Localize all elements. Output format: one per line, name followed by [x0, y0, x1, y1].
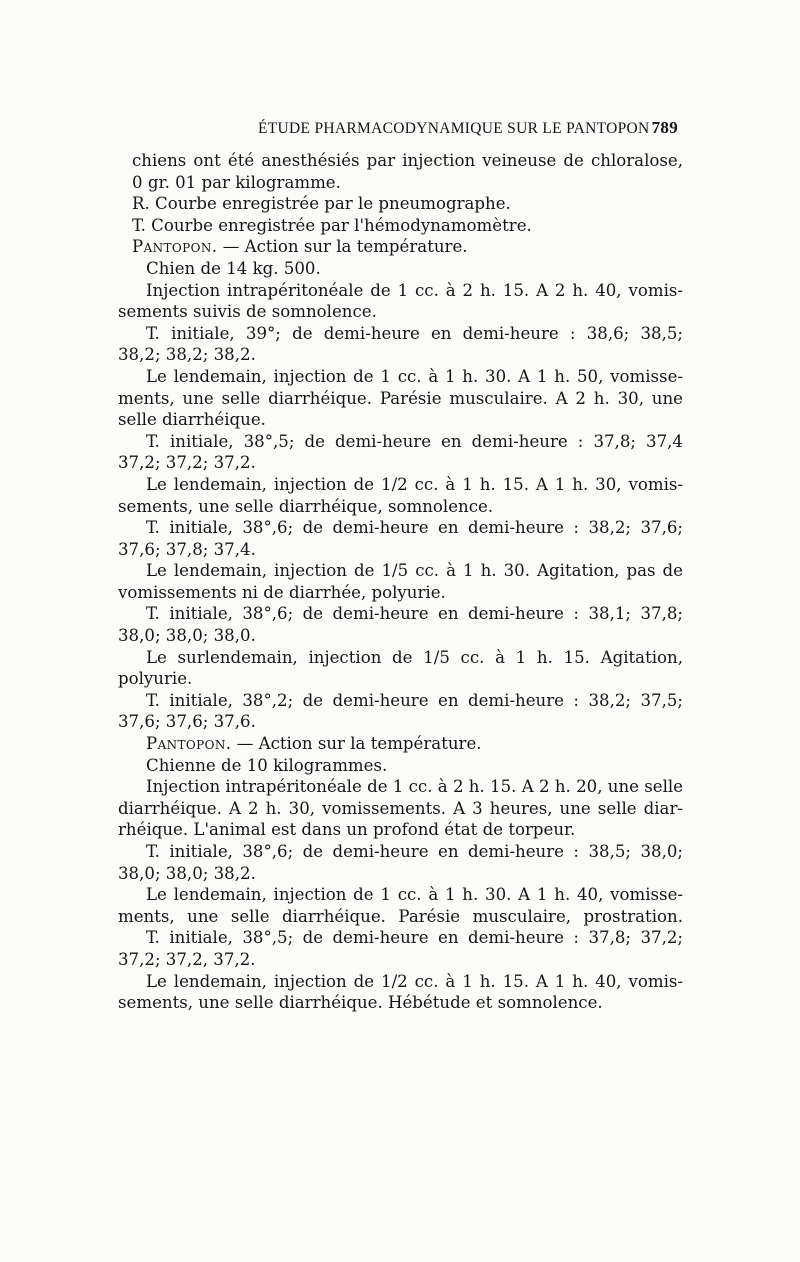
line-text: 38,0; 38,0; 38,0.: [118, 626, 256, 646]
line-text: vomissements ni de diarrhée, polyurie.: [118, 582, 446, 602]
text-line: [118, 992, 683, 1014]
line-text: rhéique. L'animal est dans un profond état de torpeur.: [118, 820, 576, 840]
line-text: — Action sur la température.: [217, 237, 468, 257]
text-line: [118, 150, 683, 172]
line-text: Le surlendemain, injection de 1/5 cc. à 1 h. 15. Agitation,: [146, 647, 683, 667]
text-line: [118, 258, 683, 280]
line-text: T. initiale, 38°,6; de demi-heure en demi-heure : 38,1; 37,8;: [146, 604, 683, 624]
page-header: [258, 118, 678, 142]
line-text: polyurie.: [118, 669, 193, 689]
line-text: T. initiale, 38°,6; de demi-heure en demi-heure : 38,2; 37,6;: [146, 518, 683, 538]
running-title: ÉTUDE PHARMACODYNAMIQUE SUR LE PANTOPON: [258, 120, 650, 137]
text-line: [118, 863, 683, 885]
line-text: sements, une selle diarrhéique, somnolence.: [118, 496, 494, 516]
line-text: — Action sur la température.: [231, 734, 482, 754]
text-line: [118, 971, 683, 993]
line-text: sements, une selle diarrhéique. Hébétude et somnolence.: [118, 993, 603, 1013]
line-text: ments, une selle diarrhéique. Parésie musculaire, prostration.: [118, 906, 683, 926]
text-line: [118, 668, 683, 690]
line-text: 37,2; 37,2; 37,2.: [118, 453, 256, 473]
line-text: Le lendemain, injection de 1/2 cc. à 1 h. 15. A 1 h. 30, vomis-: [146, 474, 683, 494]
text-line: [118, 323, 683, 345]
line-text: T. initiale, 39°; de demi-heure en demi-heure : 38,6; 38,5;: [146, 323, 683, 343]
line-text: T. Courbe enregistrée par l'hémodynamomètre.: [132, 215, 532, 235]
line-text: Injection intrapéritonéale de 1 cc. à 2 h. 15. A 2 h. 40, vomis-: [146, 280, 683, 300]
text-line: [118, 236, 683, 258]
line-text: sements suivis de somnolence.: [118, 302, 377, 322]
line-text: Le lendemain, injection de 1/2 cc. à 1 h. 15. A 1 h. 40, vomis-: [146, 971, 683, 991]
line-text: Le lendemain, injection de 1/5 cc. à 1 h. 30. Agitation, pas de: [146, 561, 683, 581]
text-line: [118, 344, 683, 366]
text-line: [118, 603, 683, 625]
text-line: [118, 647, 683, 669]
section-label: Pantopon.: [132, 237, 218, 257]
line-text: Le lendemain, injection de 1 cc. à 1 h. 30. A 1 h. 40, vomisse-: [146, 885, 683, 905]
line-text: T. initiale, 38°,6; de demi-heure en demi-heure : 38,5; 38,0;: [146, 842, 683, 861]
text-line: [118, 776, 683, 798]
text-line: [118, 215, 683, 237]
line-text: chiens ont été anesthésiés par injection veineuse de chloralose,: [132, 151, 683, 170]
line-text: T. initiale, 38°,2; de demi-heure en demi-heure : 38,2; 37,5;: [146, 690, 683, 710]
text-line: [118, 172, 683, 194]
text-line: [118, 301, 683, 323]
line-text: 0 gr. 01 par kilogramme.: [132, 172, 341, 192]
page-number: 789: [651, 118, 678, 137]
text-line: [118, 582, 683, 604]
text-line: [118, 431, 683, 453]
line-text: 37,6; 37,6; 37,6.: [118, 712, 256, 732]
text-line: [118, 366, 683, 388]
line-text: 37,6; 37,8; 37,4.: [118, 539, 256, 559]
line-text: Injection intrapéritonéale de 1 cc. à 2 h. 15. A 2 h. 20, une selle: [146, 777, 683, 797]
line-text: 38,2; 38,2; 38,2.: [118, 345, 256, 365]
text-line: [118, 733, 683, 755]
text-line: [118, 193, 683, 215]
text-line: [118, 625, 683, 647]
text-line: [118, 906, 683, 928]
text-line: [118, 711, 683, 733]
text-line: [118, 517, 683, 539]
text-line: [118, 690, 683, 712]
text-line: [118, 798, 683, 820]
line-text: R. Courbe enregistrée par le pneumographe.: [132, 194, 511, 214]
text-line: [118, 560, 683, 582]
section-label: Pantopon.: [146, 734, 232, 754]
text-line: [118, 884, 683, 906]
line-text: diarrhéique. A 2 h. 30, vomissements. A 3 heures, une selle diar-: [118, 798, 683, 818]
body-text: [118, 150, 683, 1014]
line-text: Chien de 14 kg. 500.: [146, 258, 321, 278]
text-line: [118, 949, 683, 971]
text-line: [118, 452, 683, 474]
text-line: [118, 819, 683, 841]
text-line: [118, 474, 683, 496]
line-text: Le lendemain, injection de 1 cc. à 1 h. 30. A 1 h. 50, vomisse-: [146, 366, 683, 386]
line-text: 37,2; 37,2, 37,2.: [118, 949, 256, 969]
line-text: selle diarrhéique.: [118, 410, 266, 430]
text-line: [118, 388, 683, 410]
line-text: T. initiale, 38°,5; de demi-heure en demi-heure : 37,8; 37,4: [146, 431, 683, 451]
line-text: T. initiale, 38°,5; de demi-heure en demi-heure : 37,8; 37,2;: [146, 928, 683, 948]
text-line: [118, 409, 683, 431]
text-line: [118, 841, 683, 863]
line-text: ments, une selle diarrhéique. Parésie musculaire. A 2 h. 30, une: [118, 388, 683, 408]
text-line: [118, 755, 683, 777]
text-line: [118, 496, 683, 518]
text-line: [118, 539, 683, 561]
text-line: [118, 280, 683, 302]
line-text: 38,0; 38,0; 38,2.: [118, 863, 256, 883]
text-line: [118, 927, 683, 949]
line-text: Chienne de 10 kilogrammes.: [146, 755, 388, 775]
